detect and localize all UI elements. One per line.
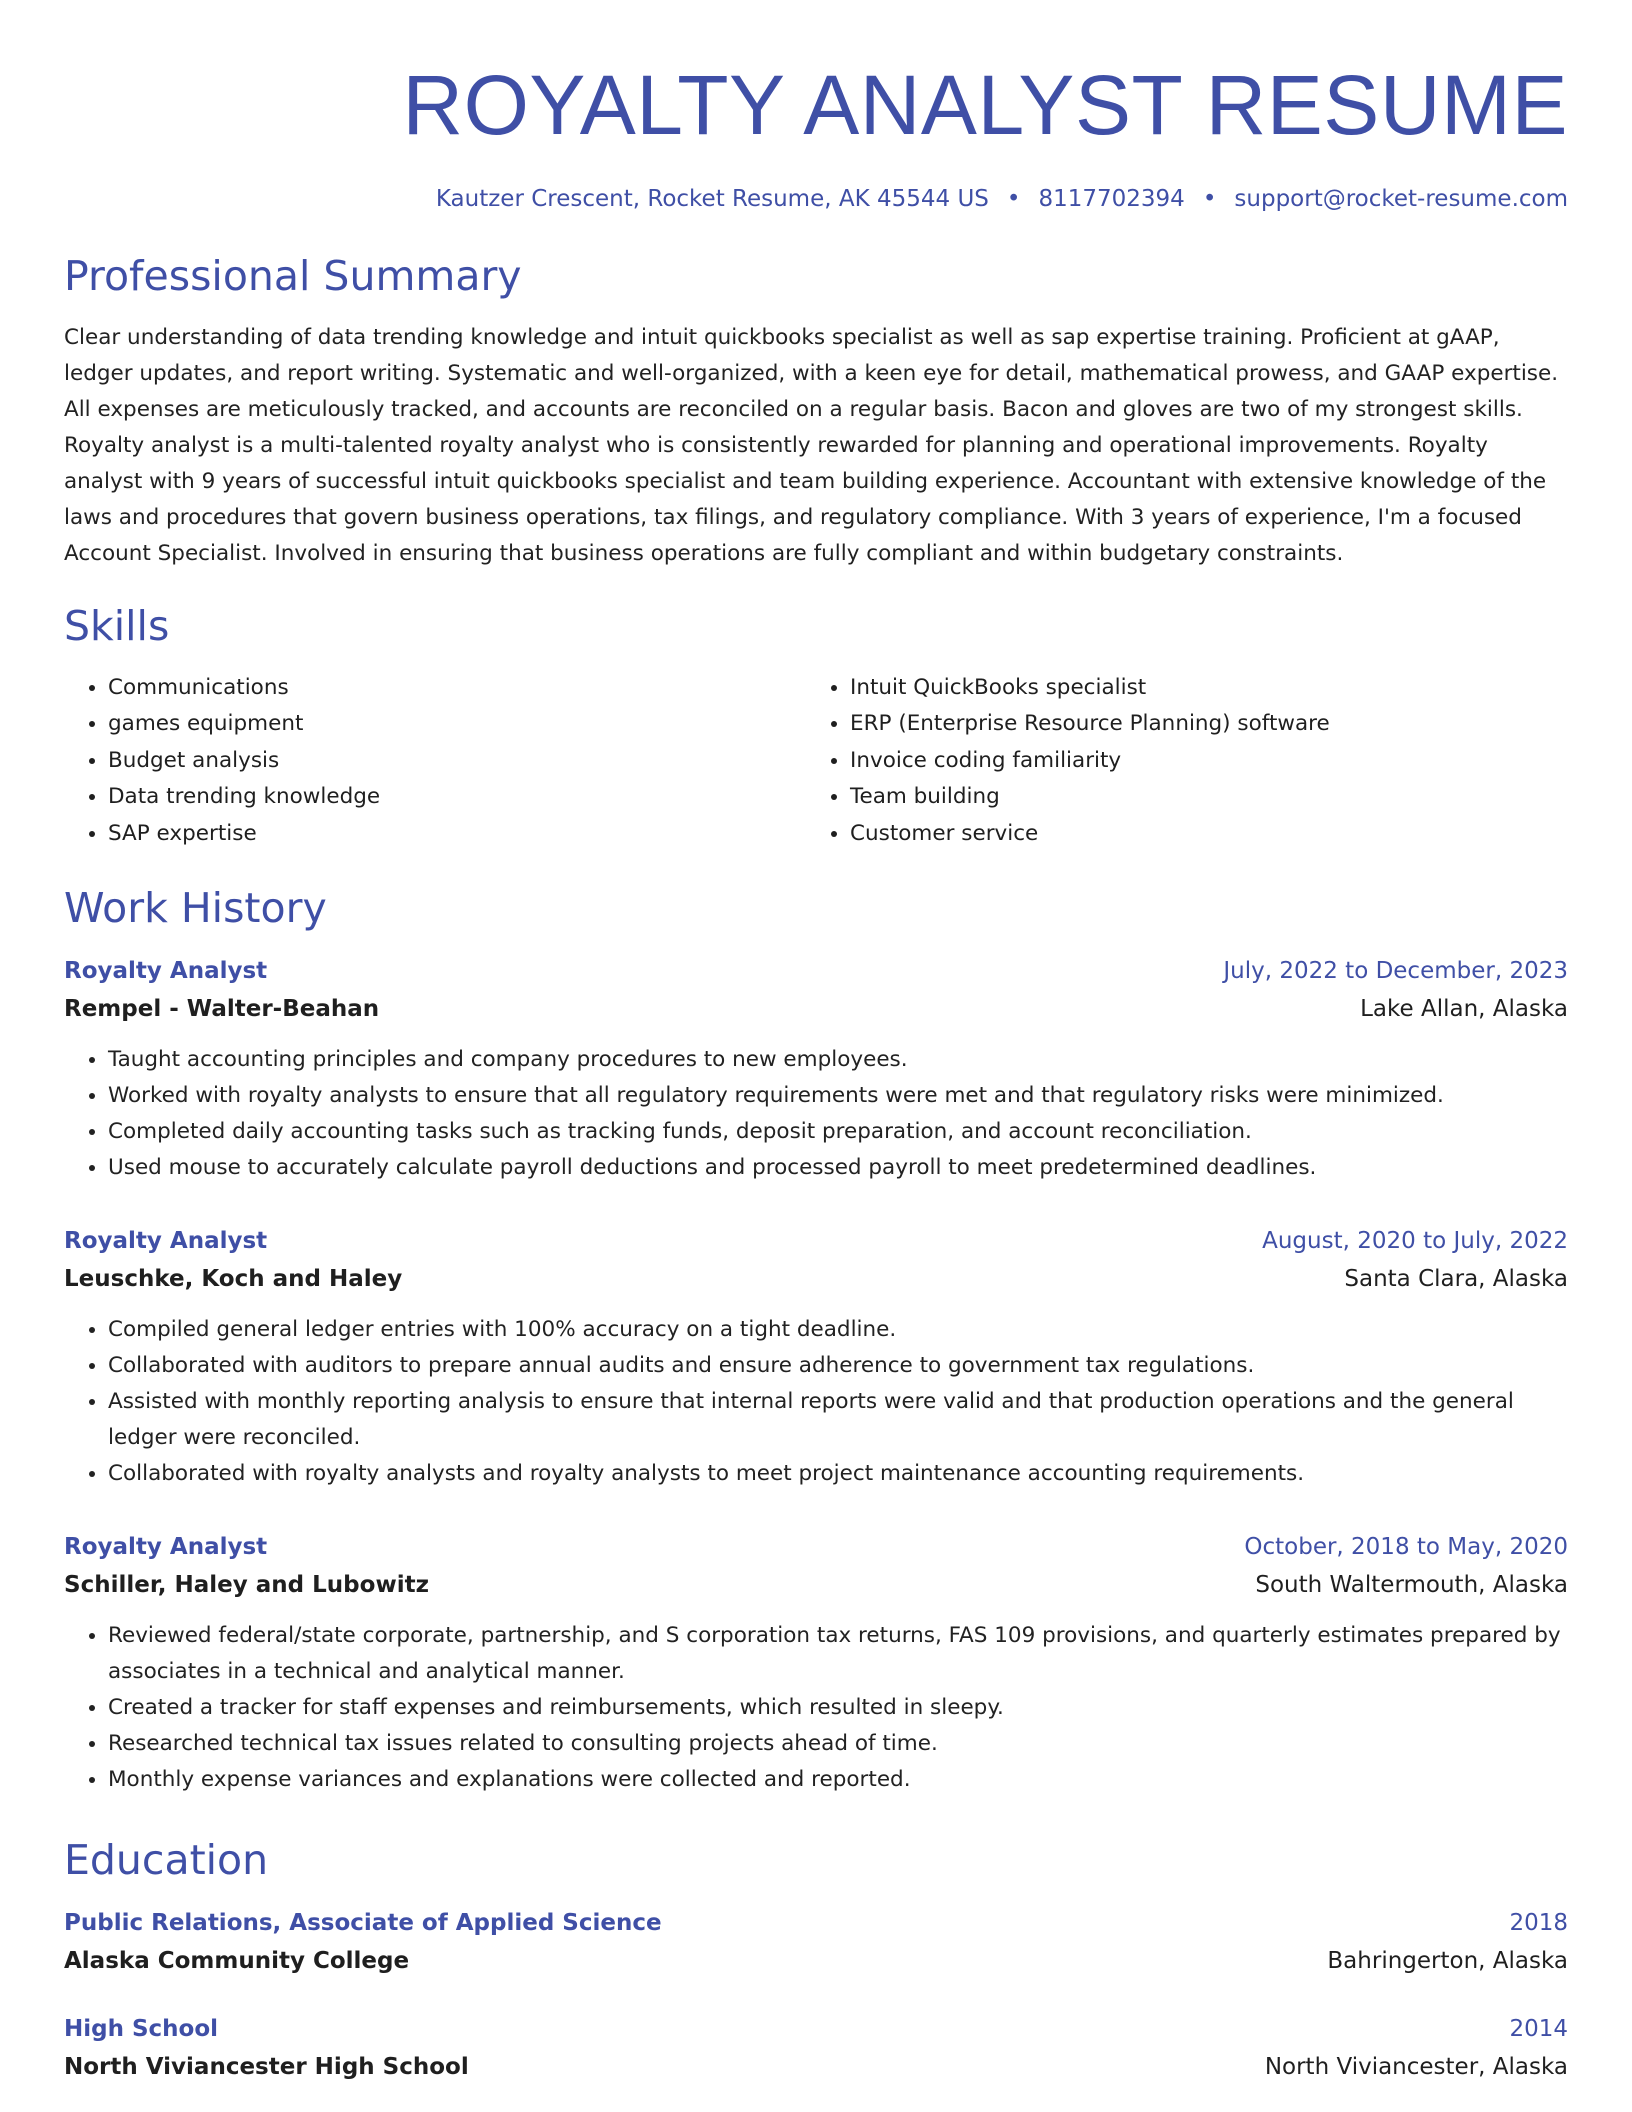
job-bullet: • Assisted with monthly reporting analysis to ensure that internal reports were valid and that production operations and the general ledger were reconciled.	[108, 1384, 1568, 1456]
skill-item: • Customer service	[850, 816, 1548, 852]
job-company: Rempel - Walter-Beahan	[64, 996, 380, 1023]
education-location: Bahringerton, Alaska	[1327, 1948, 1568, 1975]
job-dates: July, 2022 to December, 2023	[1223, 958, 1568, 985]
work-history-heading: Work History	[64, 884, 327, 933]
job-bullet: • Collaborated with royalty analysts and royalty analysts to meet project maintenance accounting requirements.	[108, 1456, 1568, 1492]
skills-list	[64, 670, 1568, 852]
job-entry	[64, 952, 1568, 1186]
skill-item: • SAP expertise	[108, 816, 806, 852]
job-role: Royalty Analyst	[64, 1228, 268, 1255]
resume-title: ROYALTY ANALYST RESUME	[402, 58, 1568, 152]
job-role: Royalty Analyst	[64, 958, 268, 985]
job-dates: October, 2018 to May, 2020	[1244, 1534, 1568, 1561]
summary-text: Clear understanding of data trending knowledge and intuit quickbooks specialist as well as sap expertise training. Proficient at gAAP, ledger updates, and report writing. Systematic and well-organized, with a keen eye for detail, mathematical prowess, and GAAP expertise. All expenses are meticulously tracked, and accounts are reconciled on a regular basis. Bacon and gloves are two of my strongest skills. Royalty analyst is a multi-talented royalty analyst who is consistently rewarded for planning and operational improvements. Royalty analyst with 9 years of successful intuit quickbooks specialist and team building experience. Accountant with extensive knowledge of the laws and procedures that govern business operations, tax filings, and regulatory compliance. With 3 years of experience, I'm a focused Account Specialist. Involved in ensuring that business operations are fully compliant and within budgetary constraints.	[64, 325, 1559, 566]
job-company: Leuschke, Koch and Haley	[64, 1266, 403, 1293]
job-entry	[64, 1528, 1568, 1798]
contact-phone: 8117702394	[1038, 186, 1185, 212]
job-bullet: • Worked with royalty analysts to ensure that all regulatory requirements were met and that regulatory risks were minimized.	[108, 1078, 1568, 1114]
job-bullet: • Created a tracker for staff expenses and reimbursements, which resulted in sleepy.	[108, 1690, 1568, 1726]
job-company: Schiller, Haley and Lubowitz	[64, 1572, 429, 1599]
job-bullet: • Completed daily accounting tasks such as tracking funds, deposit preparation, and account reconciliation.	[108, 1114, 1568, 1150]
education-entry	[64, 2010, 1568, 2086]
job-bullet: • Monthly expense variances and explanations were collected and reported.	[108, 1762, 1568, 1798]
contact-email: support@rocket-resume.com	[1234, 186, 1568, 212]
education-year: 2014	[1509, 2016, 1568, 2043]
contact-line	[64, 184, 1568, 214]
education-school: Alaska Community College	[64, 1948, 410, 1975]
skill-item: • Communications	[108, 670, 806, 706]
job-bullet: • Collaborated with auditors to prepare annual audits and ensure adherence to government tax regulations.	[108, 1348, 1568, 1384]
resume-page	[64, 0, 1568, 2086]
skills-column-right	[806, 670, 1548, 852]
job-location: Santa Clara, Alaska	[1344, 1266, 1568, 1293]
job-role: Royalty Analyst	[64, 1534, 268, 1561]
contact-separator: •	[1202, 186, 1217, 212]
education-degree: Public Relations, Associate of Applied Science	[64, 1910, 662, 1937]
job-bullet: • Taught accounting principles and company procedures to new employees.	[108, 1042, 1568, 1078]
contact-separator: •	[1006, 186, 1021, 212]
job-location: Lake Allan, Alaska	[1360, 996, 1568, 1023]
job-bullet: • Reviewed federal/state corporate, partnership, and S corporation tax returns, FAS 109 provisions, and quarterly estimates prepared by associates in a technical and analytical manner.	[108, 1618, 1568, 1690]
skill-item: • Data trending knowledge	[108, 779, 806, 815]
skill-item: • Budget analysis	[108, 743, 806, 779]
summary-heading: Professional Summary	[64, 252, 522, 300]
job-bullets	[64, 1312, 1568, 1492]
skills-column-left	[64, 670, 806, 852]
job-location: South Waltermouth, Alaska	[1255, 1572, 1568, 1599]
skill-item: • games equipment	[108, 706, 806, 742]
job-bullet: • Used mouse to accurately calculate payroll deductions and processed payroll to meet predetermined deadlines.	[108, 1150, 1568, 1186]
job-bullet: • Compiled general ledger entries with 100% accuracy on a tight deadline.	[108, 1312, 1568, 1348]
education-heading: Education	[64, 1836, 269, 1885]
education-school: North Viviancester High School	[64, 2054, 469, 2081]
skills-heading: Skills	[64, 602, 170, 650]
skill-item: • ERP (Enterprise Resource Planning) software	[850, 706, 1548, 742]
skill-item: • Team building	[850, 779, 1548, 815]
education-year: 2018	[1509, 1910, 1568, 1937]
job-bullets	[64, 1618, 1568, 1798]
skill-item: • Intuit QuickBooks specialist	[850, 670, 1548, 706]
job-bullets	[64, 1042, 1568, 1186]
education-entry	[64, 1904, 1568, 1980]
job-entry	[64, 1222, 1568, 1492]
skill-item: • Invoice coding familiarity	[850, 743, 1548, 779]
education-location: North Viviancester, Alaska	[1264, 2054, 1568, 2081]
job-dates: August, 2020 to July, 2022	[1262, 1228, 1568, 1255]
job-bullet: • Researched technical tax issues related to consulting projects ahead of time.	[108, 1726, 1568, 1762]
contact-address: Kautzer Crescent, Rocket Resume, AK 45544 US	[435, 186, 989, 212]
education-degree: High School	[64, 2016, 219, 2043]
